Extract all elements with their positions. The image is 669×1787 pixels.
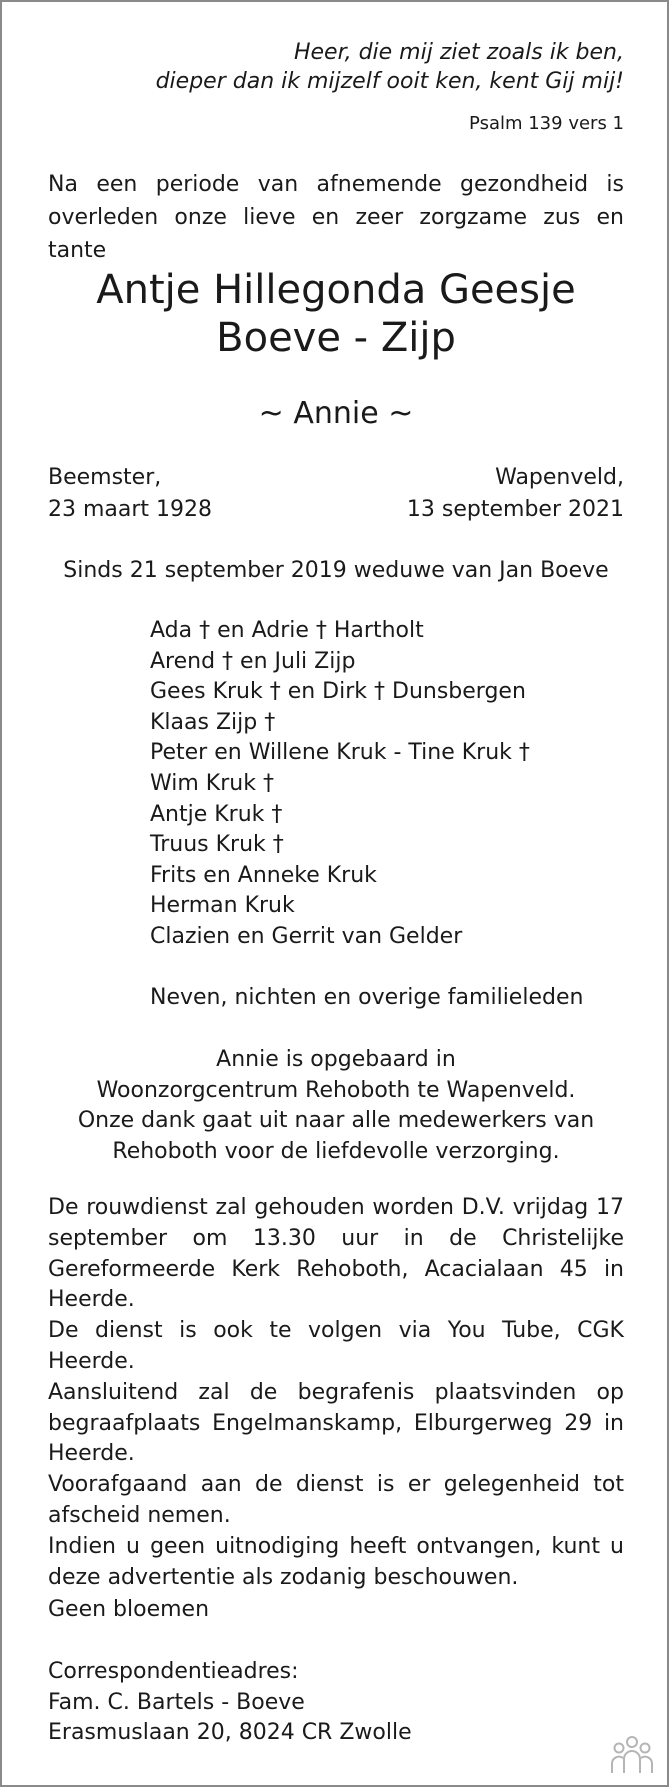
verse-line-1: Heer, die mij ziet zoals ik ben, [293,40,624,65]
family-member: Gees Kruk † en Dirk † Dunsbergen [150,679,526,705]
service-paragraph: Voorafgaand aan de dienst is er gelegenheid tot afscheid nemen. [48,1472,624,1528]
family-member: Truus Kruk † [150,832,284,858]
correspondence-label: Correspondentieadres: [48,1659,299,1684]
deceased-name-line-2: Boeve - Zijp [216,315,456,361]
family-member: Wim Kruk † [150,770,274,796]
lying-line: Onze dank gaat uit naar alle medewerkers van [77,1108,595,1133]
correspondence-street: Erasmuslaan 20, 8024 CR Zwolle [48,1720,412,1745]
service-paragraph: De dienst is ook te volgen via You Tube, CGK Heerde. [48,1318,624,1374]
family-member: Peter en Willene Kruk - Tine Kruk † [150,740,530,766]
birth-date: 23 maart 1928 [48,497,213,522]
widow-line: Sinds 21 september 2019 weduwe van Jan Boeve [63,558,609,583]
lying-line: Rehoboth voor de liefdevolle verzorging. [112,1138,560,1164]
death-info [407,462,624,526]
birth-place: Beemster, [48,465,162,490]
lying-in-state-info [48,1045,624,1167]
lying-line: Woonzorgcentrum Rehoboth te Wapenveld. [96,1077,576,1103]
service-paragraph: De rouwdienst zal gehouden worden D.V. vrijdag 17 september om 13.30 uur in de Christelijke Gereformeerde Kerk Rehoboth, Acacialaan 45 in Heerde. [48,1195,624,1313]
family-member: Clazien en Gerrit van Gelder [150,923,463,949]
verse-reference: Psalm 139 vers 1 [469,113,624,134]
service-paragraph: Indien u geen uitnodiging heeft ontvangen, kunt u deze advertentie als zodanig beschouwen. [48,1533,624,1590]
verse-line-2: dieper dan ik mijzelf ooit ken, kent Gij mij! [155,69,624,94]
family-member: Ada † en Adrie † Hartholt [150,618,424,643]
bible-verse [48,38,624,96]
family-member: Antje Kruk † [150,801,283,827]
deceased-name [48,266,624,362]
deceased-nickname: ~ Annie ~ [258,396,414,431]
relatives-line: Neven, nichten en overige familieleden [150,985,584,1010]
correspondence-name: Fam. C. Bartels - Boeve [48,1689,305,1715]
family-list [150,616,610,953]
lying-line: Annie is opgebaard in [216,1047,456,1072]
people-group-icon [609,1733,655,1775]
no-flowers-note: Geen bloemen [48,1597,210,1622]
family-member: Herman Kruk [150,893,295,919]
service-details [48,1193,624,1593]
family-member: Frits en Anneke Kruk [150,862,377,888]
service-paragraph: Aansluitend zal de begrafenis plaatsvinden op begraafplaats Engelmanskamp, Elburgerweg 29 in Heerde. [48,1379,624,1467]
death-date: 13 september 2021 [406,497,624,522]
birth-info [48,462,212,526]
intro-text: Na een periode van afnemende gezondheid is overleden onze lieve en zeer zorgzame zus en tante [48,172,624,263]
family-member: Arend † en Juli Zijp [150,648,356,674]
correspondence-address [48,1657,412,1749]
deceased-name-line-1: Antje Hillegonda Geesje [96,267,576,313]
death-place: Wapenveld, [495,465,624,490]
family-member: Klaas Zijp † [150,709,276,735]
